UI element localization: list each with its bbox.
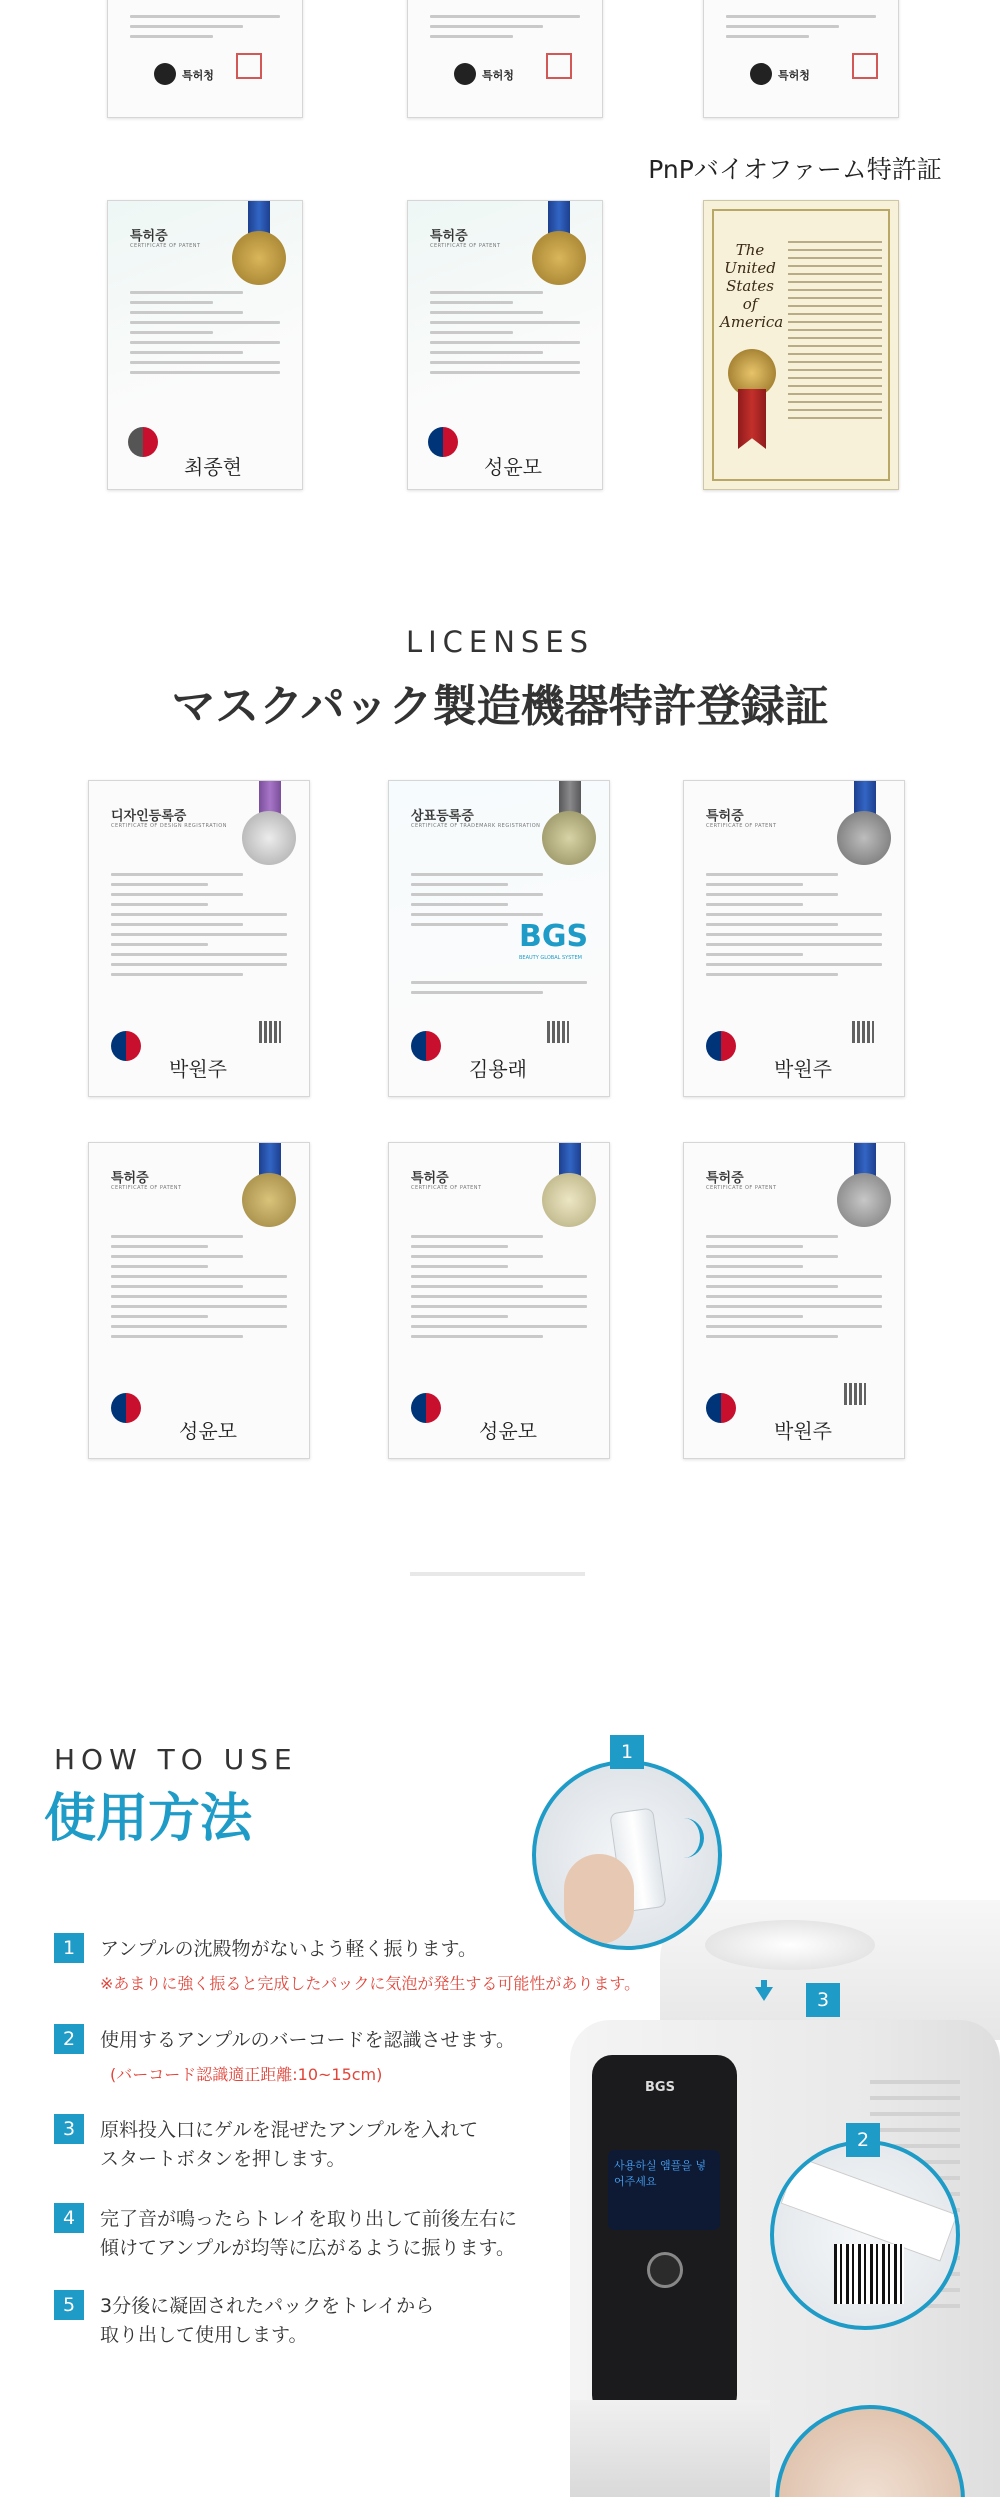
down-arrow-stem xyxy=(761,1980,767,1988)
qr-code xyxy=(547,1021,569,1043)
qr-code xyxy=(259,1021,281,1043)
certificate-header: 디자인등록증 xyxy=(111,809,187,824)
step-number: 1 xyxy=(54,1933,84,1963)
down-arrow-icon xyxy=(755,1987,773,2001)
step-text-line2: スタートボタンを押します。 xyxy=(100,2148,346,2170)
certificate-header: 특허증 xyxy=(430,229,468,244)
license-certificate-design xyxy=(88,780,310,1097)
step-text: 3分後に凝固されたパックをトレイから xyxy=(100,2295,435,2317)
patent-office-logo xyxy=(750,63,772,85)
step-1-badge: 1 xyxy=(610,1735,644,1769)
bgs-logo-sub: BEAUTY GLOBAL SYSTEM xyxy=(519,955,582,961)
step-text: 完了音が鳴ったらトレイを取り出して前後左右に xyxy=(100,2208,518,2230)
certificate-subheader: CERTIFICATE OF PATENT xyxy=(430,243,501,249)
tray[interactable] xyxy=(570,2400,770,2497)
certificate-subheader: CERTIFICATE OF TRADEMARK REGISTRATION xyxy=(411,823,541,829)
certificate-header: 특허증 xyxy=(706,809,744,824)
top-certificate-1 xyxy=(107,0,303,118)
machine-screen-text: 사용하실 앰플을 넣어주세요 xyxy=(614,2159,707,2188)
certificate-header: 상표등록증 xyxy=(411,809,474,824)
office-name: 특허청 xyxy=(778,69,810,82)
start-button[interactable] xyxy=(647,2252,683,2288)
gray-seal xyxy=(837,811,891,865)
patent-office-emblem xyxy=(128,427,158,457)
step-number: 4 xyxy=(54,2203,84,2233)
license-certificate-trademark xyxy=(388,780,610,1097)
official-stamp xyxy=(546,53,572,79)
certificate-header: 특허증 xyxy=(411,1171,449,1186)
patent-office-logo xyxy=(454,63,476,85)
signature: 박원주 xyxy=(169,1057,227,1081)
step-note: ※あまりに強く振ると完成したパックに気泡が発生する可能性があります。 xyxy=(100,1974,641,1993)
licenses-title: マスクパック製造機器特許登録証 xyxy=(171,681,829,732)
signature: 김용래 xyxy=(469,1057,527,1081)
certificate-subheader: CERTIFICATE OF PATENT xyxy=(706,823,777,829)
gold-seal xyxy=(242,1173,296,1227)
license-certificate-patent-2 xyxy=(88,1142,310,1459)
olive-seal xyxy=(542,811,596,865)
official-stamp xyxy=(236,53,262,79)
license-certificate-patent-4 xyxy=(683,1142,905,1459)
certificate-subheader: CERTIFICATE OF PATENT xyxy=(130,243,201,249)
step-number: 5 xyxy=(54,2290,84,2320)
certificate-header: 특허증 xyxy=(130,229,168,244)
section-divider xyxy=(410,1572,585,1576)
certificate-header: 특허증 xyxy=(706,1171,744,1186)
step-note: (バーコード認識適正距離:10~15cm) xyxy=(110,2065,383,2084)
step-text: アンプルの沈殿物がないよう軽く振ります。 xyxy=(100,1938,477,1960)
korea-emblem xyxy=(428,427,458,457)
top-certificate-2 xyxy=(407,0,603,118)
step-number: 3 xyxy=(54,2114,84,2144)
machine-top xyxy=(660,1900,1000,2040)
shake-ampoule-circle xyxy=(532,1760,722,1950)
signature: 박원주 xyxy=(774,1419,832,1443)
machine-screen xyxy=(608,2150,720,2230)
gray-seal xyxy=(837,1173,891,1227)
licenses-eyebrow: LICENSES xyxy=(405,625,595,659)
certificate-subheader: CERTIFICATE OF PATENT xyxy=(706,1185,777,1191)
korea-emblem xyxy=(111,1031,141,1061)
step-3-badge: 3 xyxy=(806,1983,840,2017)
license-certificate-patent-3 xyxy=(388,1142,610,1459)
step-text: 使用するアンプルのバーコードを認識させます。 xyxy=(100,2029,515,2051)
patent-office-logo xyxy=(154,63,176,85)
patent-certificate-1 xyxy=(107,200,303,490)
gold-seal xyxy=(532,231,586,285)
signature: 성윤모 xyxy=(479,1419,537,1443)
how-to-use-eyebrow: HOW TO USE xyxy=(54,1743,298,1776)
barcode xyxy=(834,2244,904,2304)
machine-front-panel xyxy=(592,2055,737,2415)
signature: 성윤모 xyxy=(179,1419,237,1443)
signature: 박원주 xyxy=(774,1057,832,1081)
silver-seal xyxy=(242,811,296,865)
certificate-header: 특허증 xyxy=(111,1171,149,1186)
signature: 최종현 xyxy=(184,455,242,479)
license-certificate-patent-1 xyxy=(683,780,905,1097)
patent-certificate-2 xyxy=(407,200,603,490)
barcode-scan-circle xyxy=(770,2140,960,2330)
certificate-subheader: CERTIFICATE OF PATENT xyxy=(411,1185,482,1191)
official-stamp xyxy=(852,53,878,79)
us-patent-certificate xyxy=(703,200,899,490)
hand xyxy=(564,1854,634,1944)
step-number: 2 xyxy=(54,2024,84,2054)
pale-gold-seal xyxy=(542,1173,596,1227)
step-text-line2: 傾けてアンプルが均等に広がるように振ります。 xyxy=(100,2237,515,2259)
office-name: 특허청 xyxy=(182,69,214,82)
how-to-use-title: 使用方法 xyxy=(44,1789,253,1849)
top-certificate-3 xyxy=(703,0,899,118)
korea-emblem xyxy=(706,1393,736,1423)
certificate-subheader: CERTIFICATE OF PATENT xyxy=(111,1185,182,1191)
step-text: 原料投入口にゲルを混ぜたアンプルを入れて xyxy=(100,2119,479,2141)
office-name: 특허청 xyxy=(482,69,514,82)
korea-emblem xyxy=(411,1031,441,1061)
korea-emblem xyxy=(411,1393,441,1423)
step-2-badge: 2 xyxy=(846,2123,880,2157)
qr-code xyxy=(852,1021,874,1043)
step-text-line2: 取り出して使用します。 xyxy=(100,2324,308,2346)
qr-code xyxy=(844,1383,866,1405)
certificate-subheader: CERTIFICATE OF DESIGN REGISTRATION xyxy=(111,823,227,829)
gold-seal xyxy=(232,231,286,285)
bgs-logo: BGS xyxy=(519,919,589,954)
ingredient-inlet xyxy=(705,1920,875,1970)
korea-emblem xyxy=(706,1031,736,1061)
machine-brand: BGS xyxy=(645,2080,675,2095)
shake-waves-icon xyxy=(676,1818,704,1858)
us-certificate-title: The United States of America xyxy=(720,241,784,331)
pnp-certificate-label: PnPバイオファーム特許証 xyxy=(648,155,942,184)
signature: 성윤모 xyxy=(484,455,542,479)
korea-emblem xyxy=(111,1393,141,1423)
